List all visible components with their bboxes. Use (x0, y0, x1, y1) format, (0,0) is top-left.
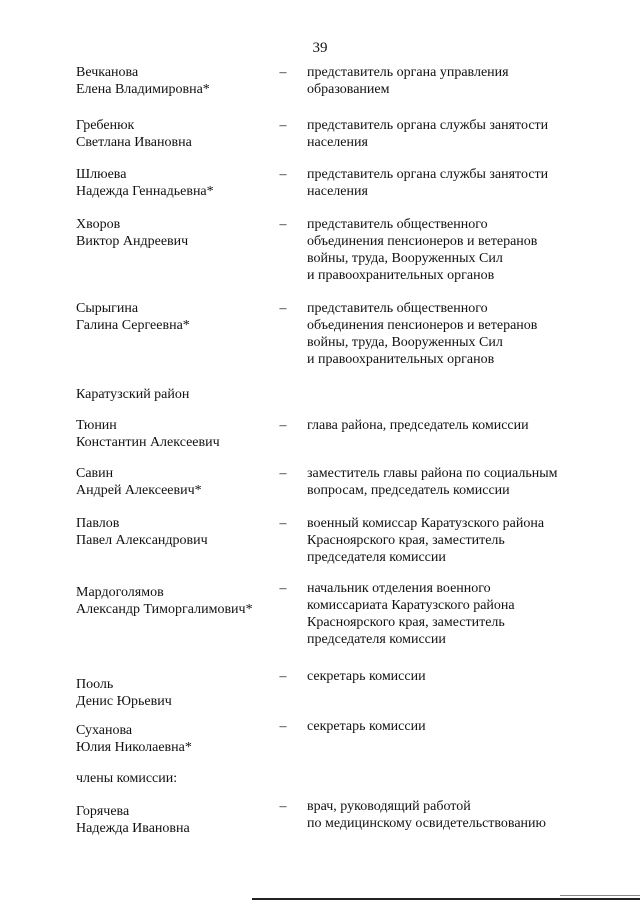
role-line: представитель общественного (307, 301, 488, 316)
separator-dash: – (279, 418, 287, 433)
person-name (76, 465, 276, 499)
role-line: образованием (307, 82, 390, 97)
given-names: Светлана Ивановна (76, 135, 192, 150)
scan-edge-line (560, 895, 640, 896)
person-name (76, 676, 276, 710)
role-line: секретарь комиссии (307, 669, 426, 684)
members-heading: члены комиссии: (76, 771, 178, 786)
separator-dash: – (279, 581, 287, 596)
surname: Сырыгина (76, 301, 139, 316)
role-line: заместитель главы района по социальным (307, 466, 558, 481)
given-names: Павел Александрович (76, 533, 208, 548)
role-line: представитель органа службы занятости (307, 118, 549, 133)
person-role (307, 718, 597, 735)
surname: Мардоголямов (76, 585, 164, 600)
person-name (76, 117, 276, 151)
person-role (307, 668, 597, 685)
separator-dash: – (279, 167, 287, 182)
person-role (307, 798, 597, 832)
given-names: Надежда Геннадьевна* (76, 184, 214, 199)
person-role (307, 580, 597, 648)
person-name (76, 417, 276, 451)
role-line: по медицинскому освидетельствованию (307, 816, 547, 831)
person-role (307, 515, 597, 566)
given-names: Денис Юрьевич (76, 694, 172, 709)
given-names: Константин Алексеевич (76, 435, 220, 450)
surname: Савин (76, 466, 114, 481)
given-names: Александр Тиморгалимович* (76, 602, 253, 617)
separator-dash: – (279, 217, 287, 232)
person-role (307, 216, 597, 284)
role-line: представитель органа службы занятости (307, 167, 549, 182)
person-role (307, 465, 597, 499)
person-name (76, 515, 276, 549)
separator-dash: – (279, 301, 287, 316)
surname: Горячева (76, 804, 130, 819)
page-number: 39 (312, 40, 328, 56)
role-line: врач, руководящий работой (307, 799, 471, 814)
person-role (307, 117, 597, 151)
person-role (307, 417, 597, 434)
role-line: населения (307, 184, 368, 199)
person-role (307, 64, 597, 98)
separator-dash: – (279, 669, 287, 684)
district-heading: Каратузский район (76, 387, 190, 402)
role-line: войны, труда, Вооруженных Сил (307, 251, 503, 266)
person-role (307, 300, 597, 368)
role-line: представитель общественного (307, 217, 488, 232)
role-line: и правоохранительных органов (307, 268, 495, 283)
separator-dash: – (279, 719, 287, 734)
given-names: Юлия Николаевна* (76, 740, 192, 755)
person-name (76, 64, 276, 98)
role-line: председателя комиссии (307, 632, 446, 647)
bottom-rule (252, 898, 640, 900)
separator-dash: – (279, 118, 287, 133)
person-name (76, 300, 276, 334)
role-line: председателя комиссии (307, 550, 446, 565)
role-line: глава района, председатель комиссии (307, 418, 529, 433)
given-names: Андрей Алексеевич* (76, 483, 202, 498)
role-line: военный комиссар Каратузского района (307, 516, 545, 531)
separator-dash: – (279, 799, 287, 814)
given-names: Галина Сергеевна* (76, 318, 190, 333)
person-role (307, 166, 597, 200)
person-name (76, 803, 276, 837)
given-names: Елена Владимировна* (76, 82, 210, 97)
person-name (76, 722, 276, 756)
person-name (76, 216, 276, 250)
separator-dash: – (279, 516, 287, 531)
person-name (76, 166, 276, 200)
role-line: вопросам, председатель комиссии (307, 483, 510, 498)
surname: Шлюева (76, 167, 127, 182)
surname: Павлов (76, 516, 120, 531)
surname: Гребенюк (76, 118, 135, 133)
role-line: представитель органа управления (307, 65, 509, 80)
person-name (76, 584, 276, 618)
role-line: Красноярского края, заместитель (307, 533, 505, 548)
surname: Пооль (76, 677, 114, 692)
role-line: и правоохранительных органов (307, 352, 495, 367)
surname: Хворов (76, 217, 121, 232)
role-line: войны, труда, Вооруженных Сил (307, 335, 503, 350)
role-line: объединения пенсионеров и ветеранов (307, 234, 538, 249)
role-line: объединения пенсионеров и ветеранов (307, 318, 538, 333)
role-line: секретарь комиссии (307, 719, 426, 734)
role-line: Красноярского края, заместитель (307, 615, 505, 630)
role-line: населения (307, 135, 368, 150)
given-names: Виктор Андреевич (76, 234, 189, 249)
separator-dash: – (279, 65, 287, 80)
surname: Суханова (76, 723, 133, 738)
surname: Вечканова (76, 65, 139, 80)
given-names: Надежда Ивановна (76, 821, 190, 836)
role-line: начальник отделения военного (307, 581, 491, 596)
role-line: комиссариата Каратузского района (307, 598, 515, 613)
surname: Тюнин (76, 418, 117, 433)
separator-dash: – (279, 466, 287, 481)
